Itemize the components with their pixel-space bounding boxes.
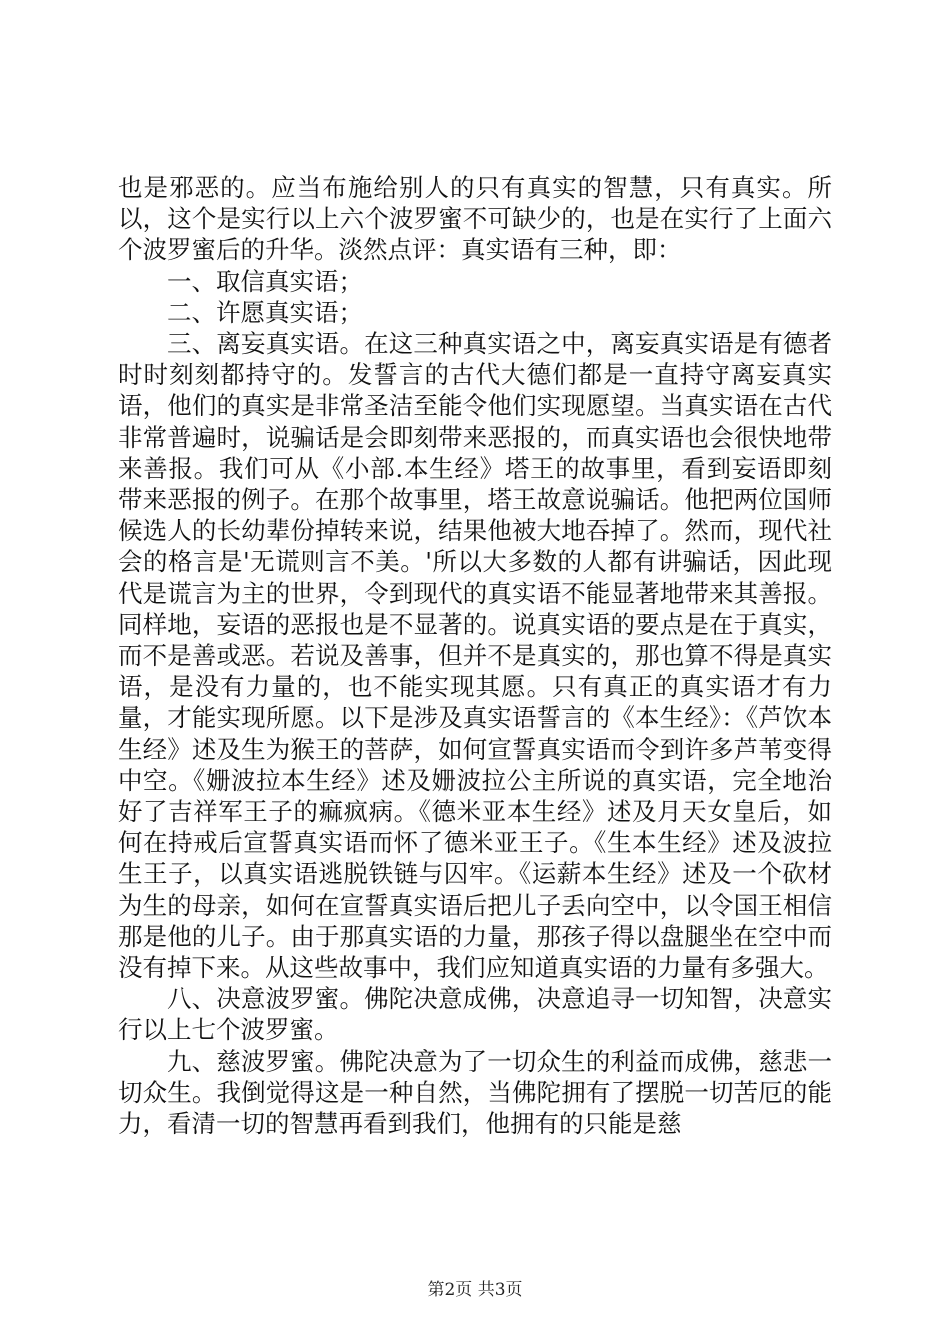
body-text [118, 172, 832, 1139]
paragraph-item-2: 二、许愿真实语； [167, 297, 363, 327]
paragraph-item-3: 三、离妄真实语。在这三种真实语之中，离妄真实语是有德者时时刻刻都持守的。发誓言的古代大德们都是一直持守离妄真实语，他们的真实是非常圣洁至能令他们实现愿望。当真实语在古代非常普遍时，说骗话是会即刻带来恶报的，而真实语也会很快地带来善报。我们可从《小部.本生经》塔王的故事里，看到妄语即刻带来恶报的例子。在那个故事里，塔王故意说骗话。他把两位国师候选人的长幼辈份掉转来说，结果他被大地吞掉了。然而，现代社会的格言是'无谎则言不美。'所以大多数的人都有讲骗话，因此现代是谎言为主的世界，令到现代的真实语不能显著地带来其善报。同样地，妄语的恶报也是不显著的。说真实语的要点是在于真实，而不是善或恶。若说及善事，但并不是真实的，那也算不得是真实语，是没有力量的，也不能实现其愿。只有真正的真实语才有力量，才能实现所愿。以下是涉及真实语誓言的《本生经》：《芦饮本生经》述及生为猴王的菩萨，如何宣誓真实语而令到许多芦苇变得中空。《姗波拉本生经》述及姗波拉公主所说的真实语，完全地治好了吉祥军王子的痲疯病。《德米亚本生经》述及月天女皇后，如何在持戒后宣誓真实语而怀了德米亚王子。《生本生经》述及波拉生王子，以真实语逃脱铁链与囚牢。《运薪本生经》述及一个砍材为生的母亲，如何在宣誓真实语后把儿子丢向空中，以令国王相信那是他的儿子。由于那真实语的力量，那孩子得以盘腿坐在空中而没有掉下来。从这些故事中，我们应知道真实语的力量有多强大。 [118, 329, 832, 983]
paragraph-section-8: 八、决意波罗蜜。佛陀决意成佛，决意追寻一切知智，决意实行以上七个波罗蜜。 [118, 984, 832, 1045]
paragraph-continuation: 也是邪恶的。应当布施给别人的只有真实的智慧，只有真实。所以，这个是实行以上六个波罗蜜不可缺少的，也是在实行了上面六个波罗蜜后的升华。淡然点评：真实语有三种，即： [118, 173, 832, 265]
paragraph-item-1: 一、取信真实语； [167, 266, 363, 296]
page-footer: 第2页 共3页 [427, 1280, 523, 1300]
paragraph-section-9: 九、慈波罗蜜。佛陀决意为了一切众生的利益而成佛，慈悲一切众生。我倒觉得这是一种自然，当佛陀拥有了摆脱一切苦厄的能力，看清一切的智慧再看到我们，他拥有的只能是慈 [118, 1046, 832, 1139]
